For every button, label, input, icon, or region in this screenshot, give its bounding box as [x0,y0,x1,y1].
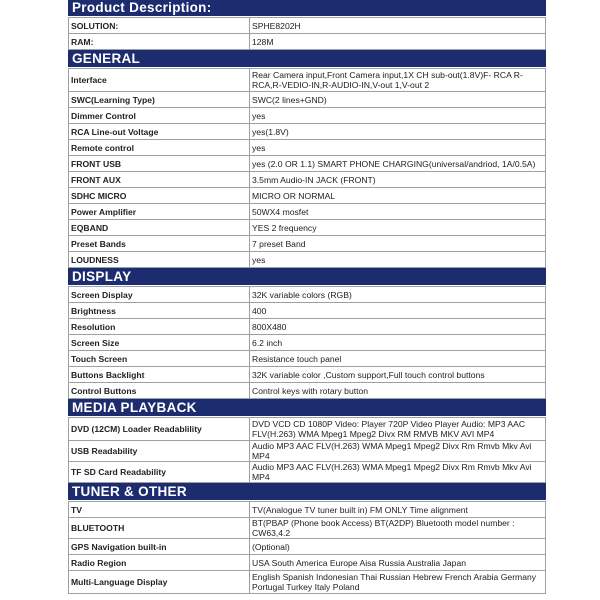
row-value: yes [250,140,546,156]
table-row [69,441,546,462]
row-label: Power Amplifier [69,204,250,220]
row-label: Preset Bands [69,236,250,252]
spec-sheet [68,0,546,594]
table-row [69,18,546,34]
row-label: Buttons Backlight [69,367,250,383]
table-row [69,383,546,399]
table-row [69,287,546,303]
row-label: SOLUTION: [69,18,250,34]
table-row [69,34,546,50]
table-row [69,92,546,108]
section-header-media: MEDIA PLAYBACK [68,399,546,417]
row-label: FRONT USB [69,156,250,172]
table-row [69,571,546,594]
row-value: 32K variable color ,Custom support,Full touch control buttons [250,367,546,383]
row-value: BT(PBAP (Phone book Access) BT(A2DP) Bluetooth model number : CW63,4.2 [250,518,546,539]
table-row [69,140,546,156]
row-value: 128M [250,34,546,50]
row-value: YES 2 frequency [250,220,546,236]
section-header-display: DISPLAY [68,268,546,286]
row-label: EQBAND [69,220,250,236]
section-header-tuner: TUNER & OTHER [68,483,546,501]
table-row [69,335,546,351]
row-label: Screen Display [69,287,250,303]
table-row [69,188,546,204]
table-row [69,418,546,441]
row-label: Radio Region [69,555,250,571]
table-row [69,156,546,172]
row-label: SWC(Learning Type) [69,92,250,108]
row-label: BLUETOOTH [69,518,250,539]
row-label: Screen Size [69,335,250,351]
table-row [69,462,546,483]
row-label: Remote control [69,140,250,156]
row-label: Interface [69,69,250,92]
tuner-table [68,501,546,594]
row-value: yes [250,108,546,124]
row-label: Resolution [69,319,250,335]
table-row [69,303,546,319]
row-label: LOUDNESS [69,252,250,268]
row-label: TF SD Card Readability [69,462,250,483]
row-label: Touch Screen [69,351,250,367]
row-value: English Spanish Indonesian Thai Russian Hebrew French Arabia Germany Portugal Turkey Italy Poland [250,571,546,594]
section-header-general: GENERAL [68,50,546,68]
table-row [69,252,546,268]
table-row [69,108,546,124]
row-label: RCA Line-out Voltage [69,124,250,140]
general-table [68,68,546,268]
row-value: 800X480 [250,319,546,335]
intro-table [68,17,546,50]
display-table [68,286,546,399]
row-label: RAM: [69,34,250,50]
row-value: 400 [250,303,546,319]
row-label: USB Readability [69,441,250,462]
row-value: yes [250,252,546,268]
row-label: Brightness [69,303,250,319]
row-value: SPHE8202H [250,18,546,34]
row-label: SDHC MICRO [69,188,250,204]
table-row [69,172,546,188]
row-value: 50WX4 mosfet [250,204,546,220]
row-label: Dimmer Control [69,108,250,124]
row-value: 3.5mm Audio-IN JACK (FRONT) [250,172,546,188]
table-row [69,367,546,383]
row-value: Rear Camera input,Front Camera input,1X CH sub-out(1.8V)F- RCA R- RCA,R-VEDIO-IN,R-AUDIO-IN,V-out 1,V-out 2 [250,69,546,92]
row-value: TV(Analogue TV tuner built in) FM ONLY Time alignment [250,502,546,518]
row-label: DVD (12CM) Loader Readablility [69,418,250,441]
table-row [69,518,546,539]
table-row [69,236,546,252]
row-value: yes(1.8V) [250,124,546,140]
table-row [69,124,546,140]
row-value: USA South America Europe Aisa Russia Australia Japan [250,555,546,571]
row-label: GPS Navigation built-in [69,539,250,555]
row-value: 7 preset Band [250,236,546,252]
row-label: TV [69,502,250,518]
table-row [69,220,546,236]
table-row [69,555,546,571]
row-value: Resistance touch panel [250,351,546,367]
table-row [69,502,546,518]
row-label: Multi-Language Display [69,571,250,594]
table-row [69,204,546,220]
row-value: yes (2.0 OR 1.1) SMART PHONE CHARGING(universal/andriod, 1A/0.5A) [250,156,546,172]
row-value: Audio MP3 AAC FLV(H.263) WMA Mpeg1 Mpeg2 Divx Rm Rmvb Mkv Avi MP4 [250,462,546,483]
table-row [69,351,546,367]
table-row [69,539,546,555]
row-value: MICRO OR NORMAL [250,188,546,204]
row-value: 6.2 inch [250,335,546,351]
table-row [69,69,546,92]
table-row [69,319,546,335]
row-label: FRONT AUX [69,172,250,188]
media-table [68,417,546,483]
row-value: Audio MP3 AAC FLV(H.263) WMA Mpeg1 Mpeg2 Divx Rm Rmvb Mkv Avi MP4 [250,441,546,462]
row-value: Control keys with rotary button [250,383,546,399]
row-label: Control Buttons [69,383,250,399]
row-value: DVD VCD CD 1080P Video: Player 720P Video Player Audio: MP3 AAC FLV(H.263) WMA Mpeg1 Mpeg2 Divx RM RMVB MKV AVI MP4 [250,418,546,441]
row-value: 32K variable colors (RGB) [250,287,546,303]
page-title: Product Description: [68,0,546,17]
row-value: (Optional) [250,539,546,555]
row-value: SWC(2 lines+GND) [250,92,546,108]
